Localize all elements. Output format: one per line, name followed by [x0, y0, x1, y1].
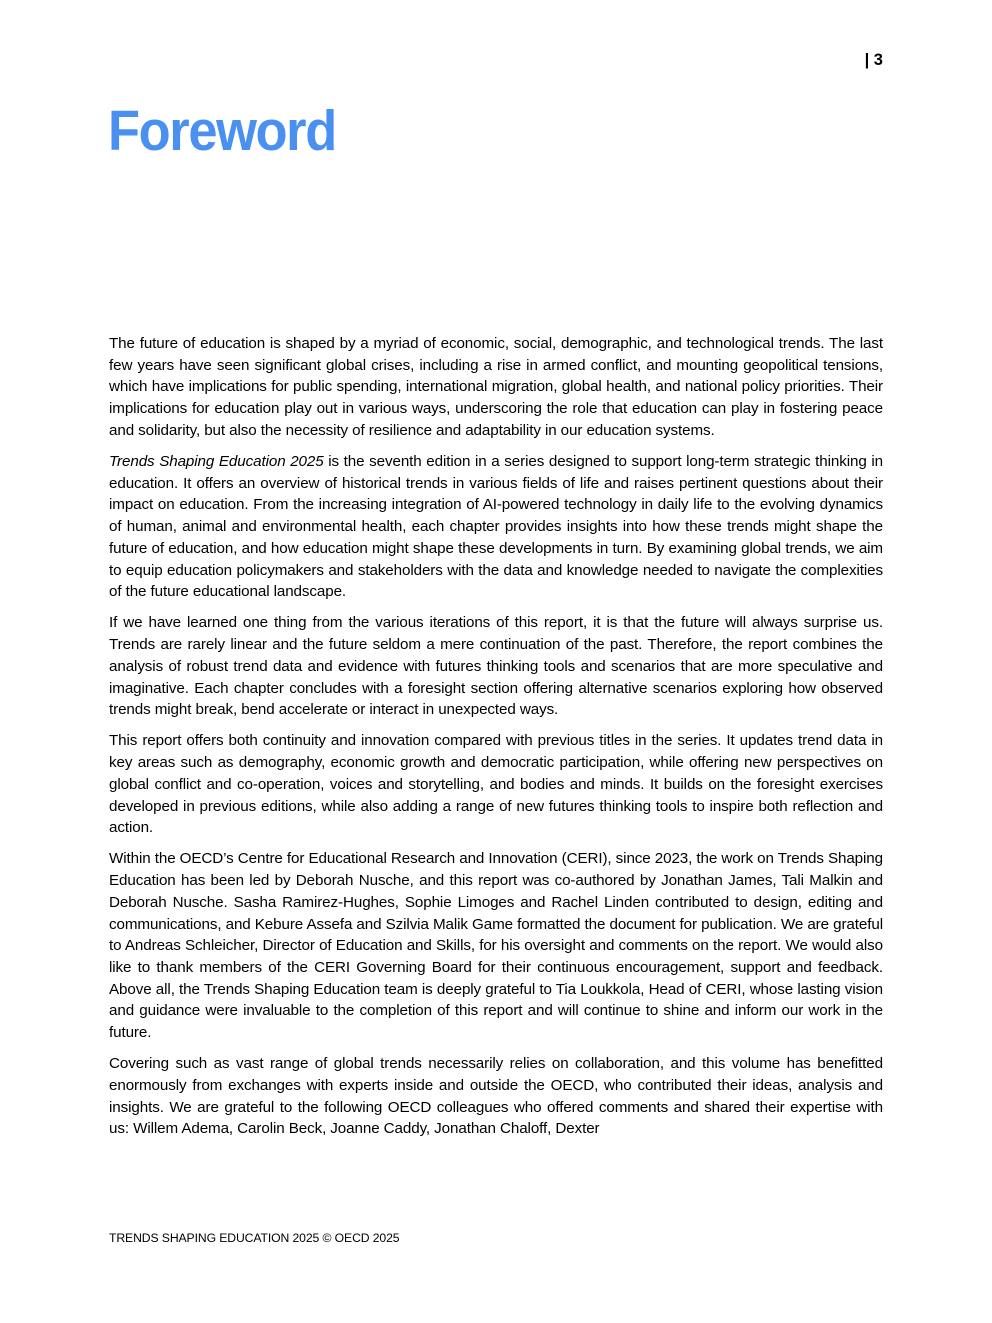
page-title: Foreword: [108, 99, 336, 163]
paragraph-4: This report offers both continuity and innovation compared with previous titles in the series. It updates trend data in key areas such as demography, economic growth and democratic participation, while offering new perspectives on global conflict and co-operation, voices and storytelling, and bodies and minds. It builds on the foresight exercises developed in previous editions, while also adding a range of new futures thinking tools to inspire both reflection and action.: [109, 732, 883, 837]
paragraph-5: Within the OECD’s Centre for Educational Research and Innovation (CERI), since 2023, the work on Trends Shaping Education has been led by Deborah Nusche, and this report was co-authored by Jonathan James, Tali Malkin and Deborah Nusche. Sasha Ramirez-Hughes, Sophie Limoges and Rachel Linden contributed to design, editing and communications, and Kebure Assefa and Szilvia Malik Game formatted the document for publication. We are grateful to Andreas Schleicher, Director of Education and Skills, for his oversight and comments on the report. We would also like to thank members of the CERI Governing Board for their continuous encouragement, support and feedback. Above all, the Trends Shaping Education team is deeply grateful to Tia Loukkola, Head of CERI, whose lasting vision and guidance were invaluable to the completion of this report and will continue to shine and inform our work in the future.: [109, 850, 883, 1042]
paragraph-6: Covering such as vast range of global trends necessarily relies on collaboration, and this volume has benefitted enormously from exchanges with experts inside and outside the OECD, who contributed their ideas, analysis and insights. We are grateful to the following OECD colleagues who offered comments and shared their expertise with us: Willem Adema, Carolin Beck, Joanne Caddy, Jonathan Chaloff, Dexter: [109, 1055, 883, 1138]
paragraph-1: The future of education is shaped by a myriad of economic, social, demographic, and technological trends. The last few years have seen significant global crises, including a rise in armed conflict, and mounting geopolitical tensions, which have implications for public spending, international migration, global health, and national policy priorities. Their implications for education play out in various ways, underscoring the role that education can play in fostering peace and solidarity, but also the necessity of resilience and adaptability in our education systems.: [109, 335, 883, 439]
paragraph-2-text: is the seventh edition in a series designed to support long-term strategic thinking in education. It offers an overview of historical trends in various fields of life and raises pertinent questions about their impact on education. From the increasing integration of AI-powered technology in daily life to the evolving dynamics of human, animal and environmental health, each chapter provides insights into how these trends might shape the future of education, and how education might shape these developments in turn. By examining global trends, we aim to equip education policymakers and stakeholders with the data and knowledge needed to navigate the complexities of the future educational landscape.: [109, 453, 883, 601]
paragraph-3: If we have learned one thing from the various iterations of this report, it is that the future will always surprise us. Trends are rarely linear and the future seldom a mere continuation of the past. Therefore, the report combines the analysis of robust trend data and evidence with futures thinking tools and scenarios that are more speculative and imaginative. Each chapter concludes with a foresight section offering alternative scenarios exploring how observed trends might break, bend accelerate or interact in unexpected ways.: [109, 614, 883, 719]
foreword-body: [109, 333, 883, 1150]
report-title-italic: Trends Shaping Education 2025: [109, 453, 324, 471]
paragraph-2: [109, 451, 883, 603]
page-footer: TRENDS SHAPING EDUCATION 2025 © OECD 2025: [109, 1231, 400, 1245]
page-number: | 3: [864, 51, 883, 69]
